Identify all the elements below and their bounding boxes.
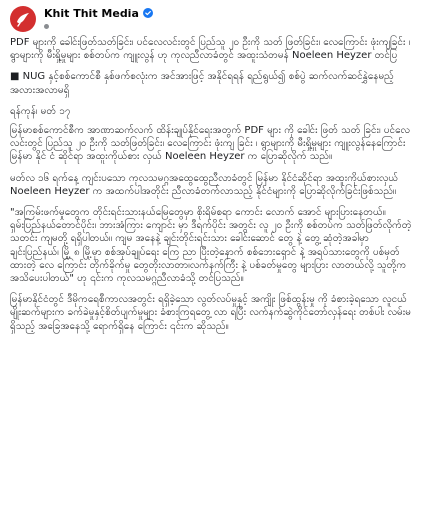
post-subheadline: ■ NUG နှင့်စစ်ကောင်စီ နှစ်ဖက်စလုံးက အင်အားဖြင့် အနိုင်ရရန် ရည်ရွယ်၍ စစ်ပွဲ ဆက်လက်ဆင်နွှဲနေမည့်အလားအလာမရှိ — [10, 71, 394, 96]
post-headline: PDF များကို ခေါင်းဖြတ်သတ်ခြင်း၊ ပင်လေလင်းတွင် ပြည်သူ ၂၀ ဦးကို သတ် ဖြတ်ခြင်း၊ လေကြောင်း ဖုံးကျခြင်း ၊ ရွာများကို မီးရှို့မှုများ စစ်တပ်က ကျူးလွန် ဟု ကုလညီလာခံတွင် အထူးသံတမန် Noeleen Heyzer တင်ပြ — [10, 37, 411, 62]
post-header — [0, 0, 426, 36]
post-paragraph: မြန်မာနိုင်ငံတွင် ဒီမိုကရေစီကာလအတွင်း ရရှိခဲ့သော လွတ်လပ်မှုနှင့် အကျိုး ဖြစ်ထွန်းမှု ကို ခံစားခဲ့ရသော လူငယ်မျိုးဆက်များက ခက်ခဲမှုနှင့်စိတ်ပျက်မှုများ ခံစားကြရတွေ့ လာ ရပြီး လက်နက်ဆွဲကိုင်တော်လှန်ရေး တစ်ပါး လမ်းမရှိသည့် အခြေအနေသို့ ရောက်ရှိနေ ကြောင်း ၎င်းက ဆိုသည်။ — [10, 294, 412, 332]
khit-thit-logo-icon — [14, 10, 32, 28]
post-dateline: ရန်ကုန်၊ မတ် ၁၇ — [10, 105, 71, 117]
post-author-block — [44, 6, 153, 31]
watermark-text: 雅加达资讯 — [370, 514, 420, 525]
post-paragraph: မြန်မာစစ်ကောင်စီက အာဏာဆက်လက် ထိန်းချုပ်နိုင်ရေးအတွက် PDF များ ကို ခေါင်း ဖြတ် သတ် ခြင်း၊ ပင်လေလင်းတွင် ပြည်သူ ၂၀ ဦးကို သတ်ဖြတ်ခြင်း၊ လေကြောင်း ဖုံးကျ ခြင်း ၊ ရွာများကို မီးရှို့မှုများ ကျူးလွန်နေကြောင်း မြန်မာ နိုင် ငံ ဆိုင်ရာ အထူးကိုယ်စား လှယ် Noeleen Heyzer က ပြောဆိုလိုက် သည်။ — [10, 125, 410, 163]
watermark-logo-icon — [355, 512, 367, 524]
globe-icon[interactable] — [44, 24, 49, 29]
watermark — [355, 510, 420, 525]
verified-badge-icon — [143, 8, 153, 18]
post-paragraph: မတ်လ ၁၆ ရက်နေ့ ကျင်းပသော ကုလသမဂ္ဂအထွေထွေညီလာခံတွင် မြန်မာ နိုင်ငံဆိုင်ရာ အထူးကိုယ်စားလှယ် Noeleen Heyzer က အထက်ပါအတိုင်း ညီလာခံတက်လာသည့် နိုင်ငံများကို ပြောဆိုလိုက်ခြင်းဖြစ်သည်။ — [10, 172, 399, 197]
post-body — [0, 36, 426, 333]
page-avatar[interactable] — [10, 6, 36, 32]
post-meta — [44, 21, 153, 31]
post-quote-paragraph: "အကြမ်းဖက်မှုတွေက တိုင်းရင်းသားနယ်မြေတွေမှာ စိုးရိမ်စရာ ကောင်း လောက် အောင် များပြားနေတယ်။ ရှမ်းပြည်နယ်တောင်ပိုင်း၊ ဘားအံကြား ကျောင်း မှာ ဒီရက်ပိုင်း အတွင်း လူ ၂၀ ဦးကို စစ်တပ်က သတ်ဖြတ်လိုက်တဲ့ သတင်း ကျမတို့ ရရှိပါတယ်။ ကျမ အနေနဲ့ ချင်းတိုင်းရင်းသား ခေါင်းဆောင် တွေ နဲ့ တွေ့ ဆုံတဲ့အခါမှာ ချင်းပြည်နယ်၊ မြို့ ၈ မြို့မှာ စစ်အုပ်ချုပ်ရေး ကြေ ညာ ပြီးတဲ့နောက် စစ်ဘေးရှောင် နဲ့ အရပ်သားတွေကို ပစ်မှတ်ထားတဲ့ လေ ကြောင်း တိုက်ခိုက်မှု တွေတိုးလာတာ၊လက်နက်ကြီး နဲ့ ပစ်ခတ်မှုတွေ များပြား လာတယ်လို့ သူတို့က အသိပေးပါတယ်" ဟု ၎င်းက ကုလသမဂ္ဂညီလာခံသို့ တင်ပြသည်။ — [10, 207, 412, 285]
page-name[interactable]: Khit Thit Media — [44, 6, 139, 20]
